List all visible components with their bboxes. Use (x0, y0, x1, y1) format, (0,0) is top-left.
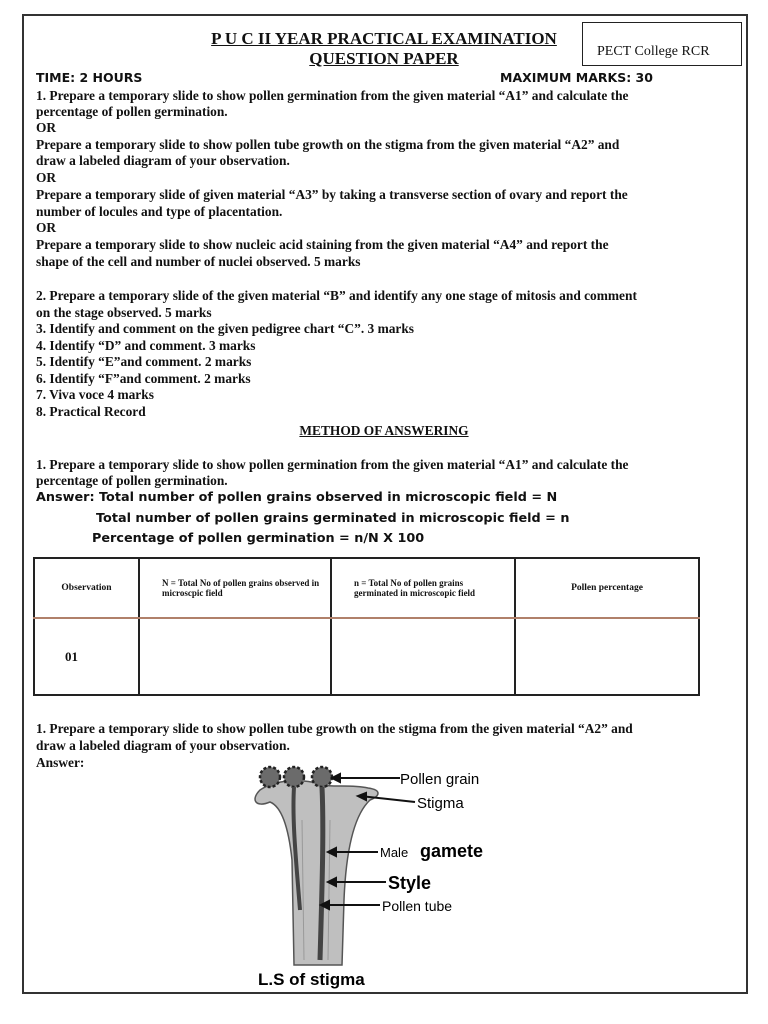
header-total-pollen: N = Total No of pollen grains observed in microscpic field (139, 558, 331, 618)
label-gamete: gamete (420, 841, 484, 861)
or-1: OR (36, 120, 57, 135)
pollen-tube-2 (320, 787, 323, 960)
a1-line2: percentage of pollen germination. (36, 473, 228, 488)
q1c-line1: Prepare a temporary slide of given material “A3” by taking a transverse section of ovary and report the (36, 187, 628, 202)
q1b-line1: Prepare a temporary slide to show pollen tube growth on the stigma from the given material “A2” and (36, 137, 620, 152)
stigma-style-body (255, 781, 378, 965)
q5: 5. Identify “E”and comment. 2 marks (36, 354, 252, 369)
label-pollen-tube: Pollen tube (382, 898, 453, 914)
or-2: OR (36, 170, 57, 185)
pollen-grains (260, 767, 332, 787)
q6: 6. Identify “F”and comment. 2 marks (36, 371, 251, 386)
cell-observation: 01 (34, 618, 139, 695)
or-3: OR (36, 220, 57, 235)
cell-total-pollen (139, 618, 331, 695)
label-pollen-grain: Pollen grain (400, 771, 480, 788)
answer-line1: Answer: Total number of pollen grains observed in microscopic field = N (36, 490, 558, 505)
answer-label: Answer: (36, 755, 85, 770)
q2-line2: on the stage observed. 5 marks (36, 305, 212, 320)
exam-title: P U C II YEAR PRACTICAL EXAMINATION (211, 29, 557, 48)
a2-line1: 1. Prepare a temporary slide to show pollen tube growth on the stigma from the given material “A2” and (36, 721, 633, 736)
q1a-line2: percentage of pollen germination. (36, 104, 228, 119)
answer-line3: Percentage of pollen germination = n/N X 100 (92, 531, 425, 546)
q8: 8. Practical Record (36, 404, 146, 419)
q4: 4. Identify “D” and comment. 3 marks (36, 338, 256, 353)
table-header-row (34, 558, 699, 618)
q1c-line2: number of locules and type of placentation. (36, 204, 283, 219)
q3: 3. Identify and comment on the given pedigree chart “C”. 3 marks (36, 321, 415, 336)
q1a-line1: 1. Prepare a temporary slide to show pollen germination from the given material “A1” and calculate the (36, 88, 629, 103)
header-pollen-percentage: Pollen percentage (515, 558, 699, 618)
cell-pollen-percentage (515, 618, 699, 695)
label-male: Male (380, 845, 409, 860)
method-heading: METHOD OF ANSWERING (299, 423, 469, 438)
header-germinated-pollen: n = Total No of pollen grains germinated in microscopic field (331, 558, 515, 618)
q1b-line2: draw a labeled diagram of your observation. (36, 153, 290, 168)
diagram-caption: L.S of stigma (258, 970, 365, 989)
time-label: TIME: 2 HOURS (36, 70, 143, 85)
q1d-line1: Prepare a temporary slide to show nucleic acid staining from the given material “A4” and report the (36, 237, 609, 252)
answer-line2: Total number of pollen grains germinated in microscopic field = n (96, 511, 570, 526)
max-marks-label: MAXIMUM MARKS: 30 (500, 70, 653, 85)
header-observation: Observation (34, 558, 139, 618)
cell-germinated-pollen (331, 618, 515, 695)
a2-line2: draw a labeled diagram of your observation. (36, 738, 290, 753)
observation-table (33, 557, 700, 696)
q7: 7. Viva voce 4 marks (36, 387, 154, 402)
a1-line1: 1. Prepare a temporary slide to show pollen germination from the given material “A1” and calculate the (36, 457, 629, 472)
label-style: Style (388, 873, 432, 893)
q2-line1: 2. Prepare a temporary slide of the given material “B” and identify any one stage of mitosis and comment (36, 288, 637, 303)
stigma-diagram (230, 760, 530, 990)
college-badge: PECT College RCR (582, 22, 742, 66)
label-stigma: Stigma (417, 795, 464, 812)
q1d-line2: shape of the cell and number of nuclei observed. 5 marks (36, 254, 361, 269)
paper-title: QUESTION PAPER (309, 49, 459, 68)
table-row (34, 618, 699, 695)
